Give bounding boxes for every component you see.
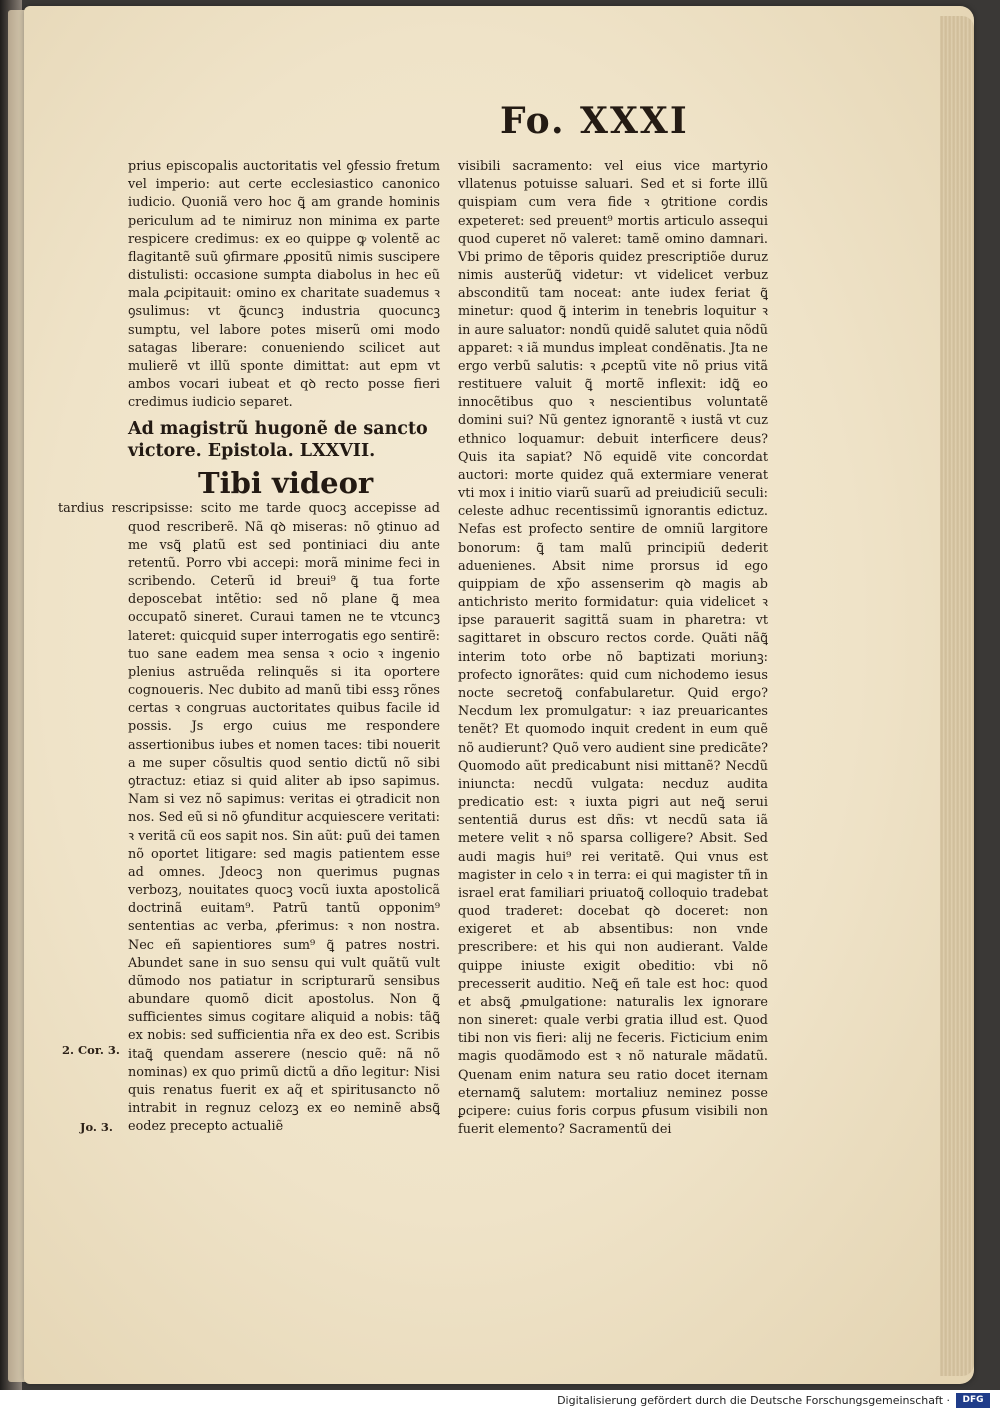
heading-line-2: victore. Epistola. LXXVII. [128,441,376,462]
page-stack-edges [940,16,974,1376]
letter-heading [128,418,440,462]
left-column-text-b: tardius rescripsisse: scito me tarde quocꝫ accepisse ad quod rescriberẽ. Nã qꝺ miseras: nõ ꝯtinuo ad me vsꝗ̃ ꝑlatũ est sed pontiniaci diu ante retentũ. Porro vbi accepi: morã minime feci in scribendo. Ceterũ id breui⁹ ꝗ̃ tua forte deposcebat intẽtio: sed nõ plane ꝗ̃ mea occupatõ sineret. Curaui tamen ne te vtcuncꝫ lateret: quicquid super interrogatis ego sentirẽ: tuo sane eadem mea sensa ꝛ ocio ꝛ ingenio plenius astruẽda relinquẽs si ita oportere cognoueris. Nec dubito ad manũ tibi essꝫ rõnes certas ꝛ congruas auctoritates quibus facile id possis. Js ergo cuius me respondere assertionibus iubes et nomen taces: tibi nouerit a me super cõsultis quod sentio dictũ nõ sibi ꝯtractuz: etiaz si quid aliter ab ipso sapimus. Nam si vez nõ sapimus: veritas ei ꝯtradicit non nos. Sed eũ si nõ ꝯfunditur acquiescere veritati: ꝛ veritã cũ eos sapit nos. Sin aũt: ꝑuũ dei tamen nõ oportet litigare: sed magis patientem esse ad omnes. Jdeocꝫ non querimus pugnas verbozꝫ, nouitates quocꝫ vocũ iuxta apostolicã doctrinã euitam⁹. Patrũ tantũ opponim⁹ sententias ac verba, ꝓferimus: ꝛ non nostra. Nec eñ sapientiores sum⁹ ꝗ̃ patres nostri. Abundet sane in suo sensu qui vult quãtũ vult dũmodo nos patiatur in scripturarũ sensibus abundare quomõ dicit apostolus. Non ꝗ̃ sufficientes simus cogitare aliquid a nobis: tãꝗ̃ ex nobis: sed sufficientia nr̃a ex deo est. Scribis itaꝗ̃ quendam asserere (nescio quẽ: nã nõ nominas) ex quo primũ dictũ a dño legitur: Nisi quis renatus fuerit ex aq̃ et spiritusancto nõ intrabit in regnuz celozꝫ ex eo neminẽ absꝗ̃ eodez precepto actualiẽ [58,501,440,1135]
margin-note-jo: Jo. 3. [80,1120,113,1134]
right-column-text: visibili sacramento: vel eius vice martyrio vllatenus potuisse saluari. Sed et si forte illũ quispiam cum vera fide ꝛ ꝯtritione cordis expeteret: sed preuent⁹ mortis articulo assequi quod cuperet nõ valeret: tamẽ omino damnari. Vbi primo de tẽporis quidez prescriptiõe duruz nimis austerũꝗ̃ videtur: vt videlicet verbuz absconditũ tam noceat: ante iudex feriat ꝗ̃ minetur: quod ꝗ̃ interim in tenebris loquitur ꝛ in aure saluator: nondũ quidẽ salutet quia nõdũ apparet: ꝛ iã mundus impleat condẽnatis. Jta ne ergo verbũ salutis: ꝛ ꝓceptũ vite nõ prius vitã restituere valuit ꝗ̃ mortẽ inflexit: idꝗ̃ eo innocẽtibus quo ꝛ nescientibus voluntatẽ domini sui? Nũ gentez ignorantẽ ꝛ iustã vt cuz ethnico loquamur: debuit interficere deus? Quis ita sapiat? Nõ equidẽ vite concordat auctori: morte quidez quã extermiare venerat vti mox i initio viarũ suarũ ad preiudiciũ seculi: celeste adhuc recentissimũ ignorantis edictuz. Nefas est profecto sentire de omniũ largitore bonorum: ꝗ̃ tam malũ principiũ dederit aduenienes. Absit nime prorsus id ego quippiam de xp̃o assenserim qꝺ magis ab antichristo merito formidatur: quia videlicet ꝛ ipse parauerit sagittã suam in pharetra: vt sagittaret in obscuro rectos corde. Quãti nãꝗ̃ interim toto orbe nõ baptizati moriunꝫ: profecto ignorãtes: quid cum nichodemo iesus nocte secretoꝗ̃ confabularetur. Quid ergo? Necdum lex promulgatur: ꝛ iaz preuaricantes tenẽt? Et quomodo inquit credent in eum quẽ nõ audierunt? Quõ vero audient sine predicãte? Quomodo aũt predicabunt nisi mittanẽ? Necdũ iniuncta: necdũ vulgata: necduz audita predicatio est: ꝛ iuxta pigri aut neꝗ̃ serui sententiã durus est dñs: vt necdũ sata iã metere velit ꝛ nõ sparsa colligere? Absit. Sed audi magis hui⁹ rei veritatẽ. Qui vnus est magister in celo ꝛ in terra: ei qui magister tñ in israel erat familiari priuatoꝗ̃ colloquio tradebat quod traderet: docebat qꝺ doceret: non exigeret et ab absentibus: non vnde prescribere: et his qui non audierant. Valde quippe iniuste exigit obeditio: vbi nõ precesserit auditio. Neꝗ̃ eñ tale est hoc: quod et absꝗ̃ ꝓmulgatione: naturalis lex ignorare non sineret: quale verbi gratia illud est. Quod tibi non vis fieri: alij ne feceris. Ficticium enim magis quodãmodo est ꝛ nõ naturale mãdatũ. Quenam enim natura seu ratio docet iternam eternamꝗ̃ salutem: mortaliuz neminez posse ꝑcipere: cuius foris corpus ꝑfusum visibili non fuerit elemento? Sacramentũ dei [458,159,768,1138]
initial-block [128,466,440,500]
margin-note-cor: 2. Cor. 3. [62,1043,120,1057]
folio-number: Fo. XXXI [500,100,689,142]
right-column [458,158,768,1139]
heading-line-1: Ad magistrũ hugonẽ de sancto [128,419,428,440]
dfg-logo: DFG [956,1393,990,1408]
funding-credit: Digitalisierung gefördert durch die Deutsche Forschungsgemeinschaft · [557,1394,950,1407]
initial-line: Tibi videor [198,466,374,501]
left-column-text-a: prius episcopalis auctoritatis vel ꝯfessio fretum vel imperio: aut certe ecclesiastico canonico iudicio. Quoniã vero hoc ꝗ̃ am grande hominis periculum ad te nimiruz non minima ex parte respicere credimus: ex eo quippe ꝙ volentẽ ac flagitantẽ suũ ꝯfirmare ꝓpositũ nimis suscipere distulisti: occasione sumpta diabolus in hec eũ mala ꝓcipitauit: omino ex charitate suademus ꝛ ꝯsulimus: vt ꝗ̃cuncꝫ industria quocuncꝫ sumptu, vel labore potes miserũ omi modo satagas liberare: conueniendo scilicet aut mulierẽ vt illũ sponte dimittat: aut epm vt ambos vocari iubeat et qꝺ recto posse fieri credimus iudicio separet. [128,159,440,411]
footer-bar [0,1390,1000,1413]
